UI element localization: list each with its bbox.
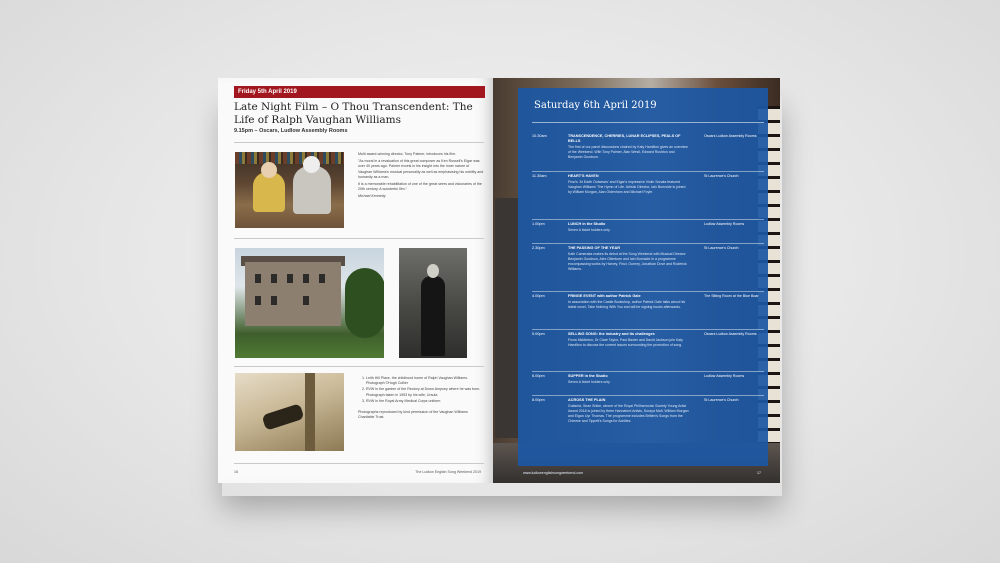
event-title: ACROSS THE PLAIN <box>568 398 606 402</box>
event-description: In association with the Castle Bookshop, author Patrick Gale talks about his latest novel, Take Nothing With You and will be signing books afterwards. <box>568 300 686 309</box>
event-time: 4.00pm <box>532 294 545 298</box>
day-title: Saturday 6th April 2019 <box>534 100 657 111</box>
event-list <box>532 132 764 448</box>
event-row <box>532 330 764 372</box>
event-time: 1.00pm <box>532 222 545 226</box>
event-row <box>532 396 764 448</box>
right-page <box>493 78 780 483</box>
event-description: Seven A ticket holders only <box>568 380 610 384</box>
divider <box>234 142 484 143</box>
event-venue: Ludlow Assembly Rooms <box>704 374 745 378</box>
event-row <box>532 244 764 292</box>
photo-captions <box>358 376 484 420</box>
left-page <box>218 78 493 483</box>
website-url: www.ludlowenglishsongweekend.com <box>523 471 584 475</box>
event-title: SUPPER in the Studio <box>568 374 608 378</box>
intro-paragraph: "As moral in a revaluation of this great composer as Ken Russell's Elgar was over 40 years ago. Palmer excels in his insight into the inner nature of Vaughan Williams's musical personality as well as emphasising his nobility and humanity as a man. <box>358 159 484 179</box>
intro-paragraph: Multi award-winning director, Tony Palmer, introduces his film. <box>358 152 457 156</box>
event-description: Fiona Middleton, Dr Clare Taylor, Paul Baxter and David Jackson join Katy Hamilton to discuss the current issues surrounding the promotion of song. <box>568 338 683 347</box>
photo-rvw-portrait <box>399 248 467 358</box>
event-title: SELLING SONG: the industry and its challenges <box>568 332 655 336</box>
event-description: Kath Cameraka makes its debut at the Song Weekend with Musical Director Benjamin Goodson, Alex Otterburn and Iain Burnside in a programme encompassing works by Harvey, Finzi, Gurney, Jonathan Dove and Roderick Williams. <box>568 252 687 271</box>
photo-couple-reading <box>235 152 344 228</box>
event-row <box>532 132 764 172</box>
section-label: Friday 5th April 2019 <box>234 86 485 98</box>
schedule-panel <box>518 88 768 466</box>
event-title: LUNCH in the Studio <box>568 222 606 226</box>
divider <box>234 366 484 367</box>
event-row <box>532 292 764 330</box>
event-description: Seven A ticket holders only <box>568 228 610 232</box>
event-title: FRINGE EVENT with author Patrick Gale <box>568 294 641 298</box>
event-time: 10.30am <box>532 134 547 138</box>
event-title: THE PASSING OF THE YEAR <box>568 246 620 250</box>
page-title: Late Night Film – O Thou Transcendent: The Life of Ralph Vaughan Williams <box>234 101 473 126</box>
event-venue: Ludlow Assembly Rooms <box>704 222 745 226</box>
event-time: 8.00pm <box>532 398 545 402</box>
event-time: 11.30am <box>532 174 547 178</box>
divider <box>532 122 764 123</box>
event-venue: St Laurence's Church <box>704 398 739 402</box>
quote-attribution: Michael Kennedy <box>358 194 386 199</box>
event-description: Guitarist, Sean Shibe, winner of the Royal Philharmonic Society Young Artist Award 2018 is joined by three Hannaford Artists, Soraya Mafi, William Morgan and Elgan Llyr Thomas. The programme includes Britten's Songs from the Chinese and Tippett's Songs for Achilles. <box>568 404 689 423</box>
caption-item: 1. Leith Hill Place, the childhood home of Ralph Vaughan Williams. Photograph ©Hugh Collier <box>366 376 484 386</box>
photo-rvw-uniform <box>235 373 344 451</box>
event-row <box>532 172 764 220</box>
intro-paragraph: It is a memorable rehabilitation of one of the great seers and visionaries of the 20th century. A wonderful film." <box>358 182 482 192</box>
event-venue: The Sitting Room at the Blue Boar <box>704 294 759 298</box>
event-description: The first of our panel discussions chaired by Katy Hamilton gives an overview of the Weekend. With Tony Palmer, Alan Westl, Edward Rushton and Benjamin Goodson. <box>568 145 688 159</box>
caption-item: 2. RVW in the garden of the Rectory at Down Ampney where he was born. Photograph taken in 1953 by his wife, Ursula <box>366 387 484 397</box>
divider <box>234 463 484 464</box>
divider <box>234 238 484 239</box>
event-row <box>532 220 764 244</box>
event-time: 2.30pm <box>532 246 545 250</box>
page-footer: The Ludlow English Song Weekend 2019 <box>415 470 481 474</box>
event-description: Finzi's 'At Earth Outwears' and Elgar's impressive Violin Sonata featured Vaughan Williams' The Hymn of Life. Artistic Director, Iain Burnside is joined by William Morgan, Alan Oldenham and Michael Foyle. <box>568 180 686 194</box>
event-venue: Oscars Ludlow Assembly Rooms <box>704 332 757 336</box>
event-venue: St Laurence's Church <box>704 174 739 178</box>
event-title: HEART'S HAVEN <box>568 174 599 178</box>
page-number: 16 <box>234 470 238 474</box>
event-time-venue: 9.15pm – Oscars, Ludlow Assembly Rooms <box>234 128 348 134</box>
event-time: 5.00pm <box>532 332 545 336</box>
event-row <box>532 372 764 396</box>
photo-credit: Photographs reproduced by kind permission of the Vaughan Williams Charitable Trust. <box>358 410 468 420</box>
page-number: 17 <box>757 471 761 475</box>
event-venue: St Laurence's Church <box>704 246 739 250</box>
photo-leith-hill-place <box>235 248 384 358</box>
caption-item: 3. RVW in the Royal Army Medical Corps uniform <box>366 399 484 404</box>
event-title: TRANSCENDENCE, CHERRIES, LUNAR ECLIPSES, PEALS OF BELLS <box>568 134 681 143</box>
event-venue: Oscars Ludlow Assembly Rooms <box>704 134 757 138</box>
film-intro <box>358 152 484 202</box>
event-time: 6.00pm <box>532 374 545 378</box>
